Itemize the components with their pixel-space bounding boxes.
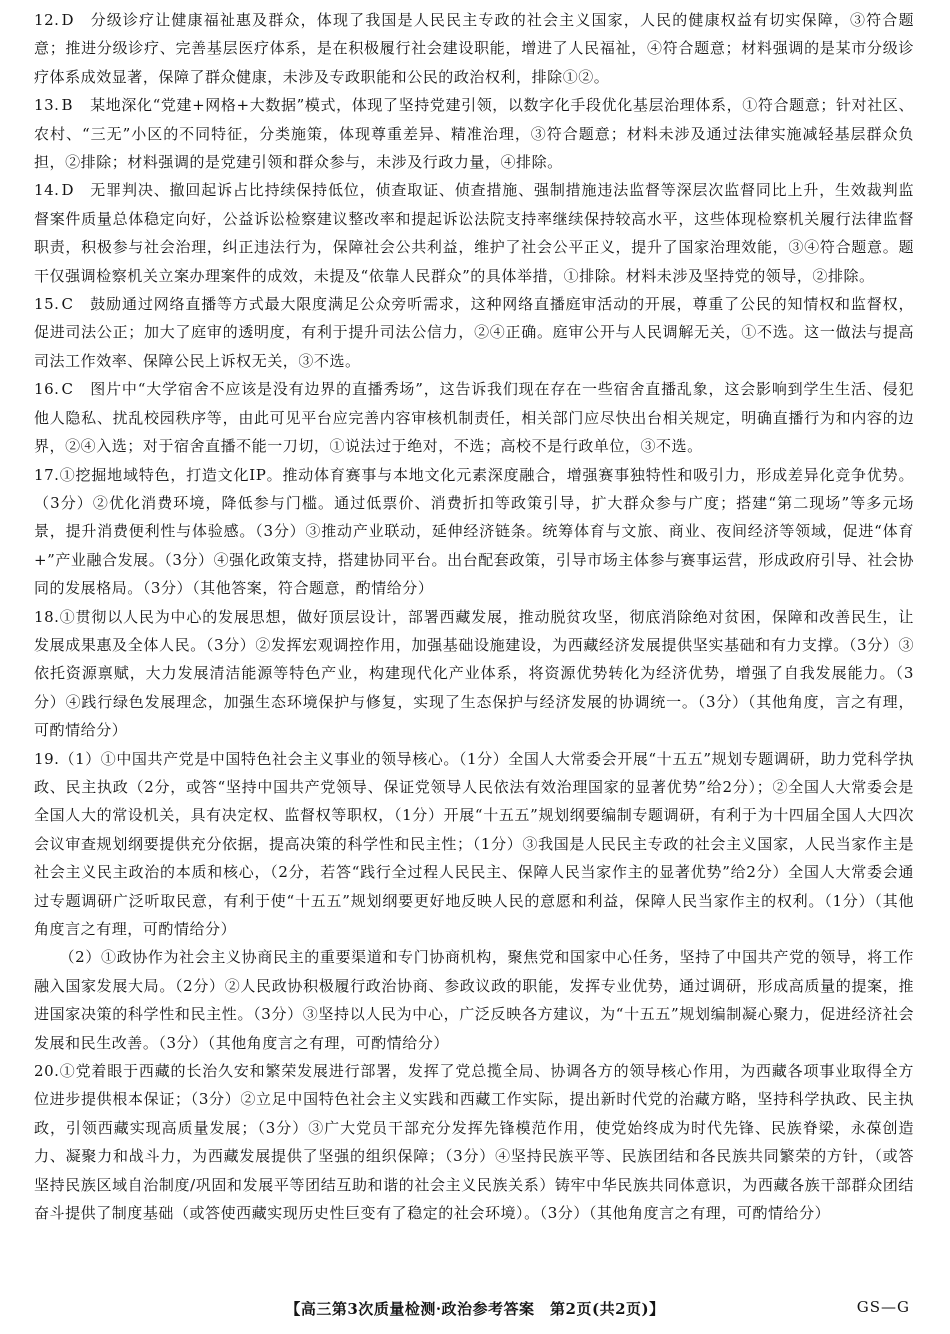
footer-code: GS—G — [856, 1298, 910, 1316]
answer-choice: D — [61, 181, 75, 200]
answer-choice: D — [61, 11, 75, 29]
answer-13 — [34, 91, 914, 176]
answer-19 — [34, 745, 914, 1057]
answer-explanation: 分级诊疗让健康福祉惠及群众，体现了我国是人民民主专政的社会主义国家，人民的健康权益有切实保障，③符合题意；推进分级诊疗、完善基层医疗体系，是在积极履行社会建设职能，增进了人民福祉，④符合题意；材料强调的是某市分级诊疗体系成效显著，保障了群众健康，未涉及专政职能和公民的政治权利，排除①②。 — [34, 11, 914, 86]
answer-number: 16. — [34, 380, 60, 399]
answer-18 — [34, 603, 914, 745]
answer-explanation: ①挖掘地域特色，打造文化IP。推动体育赛事与本地文化元素深度融合，增强赛事独特性和吸引力，形成差异化竞争优势。（3分）②优化消费环境，降低参与门槛。通过低票价、消费折扣等政策引导，扩大群众参与广度；搭建“第二现场”等多元场景，提升消费便利性与体验感。（3分）③推动产业联动，延伸经济链条。统筹体育与文旅、商业、夜间经济等领域，促进“体育+”产业融合发展。（3分）④强化政策支持，搭建协同平台。出台配套政策，引导市场主体参与赛事运营，形成政府引导、社会协同的发展格局。（3分）（其他答案，符合题意，酌情给分） — [34, 465, 914, 598]
answer-14 — [34, 176, 914, 290]
answer-number: 15. — [34, 295, 60, 314]
answer-number: 14. — [34, 181, 60, 200]
answer-choice: C — [61, 295, 74, 314]
answer-explanation: 某地深化“党建+网格+大数据”模式，体现了坚持党建引领，以数字化手段优化基层治理体系，①符合题意；针对社区、农村、“三无”小区的不同特征，分类施策，体现尊重差异、精准治理，③符合题意；材料未涉及通过法律实施减轻基层群众负担，②排除；材料强调的是党建引领和群众参与，未涉及行政力量，④排除。 — [34, 96, 914, 172]
answer-20 — [34, 1057, 914, 1227]
answer-explanation: （1）①中国共产党是中国特色社会主义事业的领导核心。（1分）全国人大常委会开展“十五五”规划专题调研，助力党科学执政、民主执政（2分，或答“坚持中国共产党领导、保证党领导人民依法有效治理国家的显著优势”给2分）；②全国人大常委会是全国人大的常设机关，具有决定权、监督权等职权，（1分）开展“十五五”规划纲要编制专题调研，有利于为十四届全国人大四次会议审查规划纲要提供充分依据，提高决策的科学性和民主性；（1分）③我国是人民民主专政的社会主义国家，人民当家作主是社会主义民主政治的本质和核心，（2分，若答“践行全过程人民民主、保障人民当家作主的显著优势”给2分）全国人大常委会通过专题调研广泛听取民意，有利于使“十五五”规划纲要更好地反映人民的意愿和利益，保障人民当家作主的权利。（1分）（其他角度言之有理，可酌情给分） — [34, 749, 914, 938]
answer-number: 18. — [34, 607, 60, 626]
answer-17 — [34, 461, 914, 603]
answer-number: 12. — [34, 11, 60, 29]
footer-title: 【高三第3次质量检测·政治参考答案 第2页(共2页)】 — [285, 1300, 665, 1318]
answer-explanation: 无罪判决、撤回起诉占比持续保持低位，侦查取证、侦查措施、强制措施违法监督等深层次监督同比上升，生效裁判监督案件质量总体稳定向好，公益诉讼检察建议整改率和提起诉讼法院支持率继续保持较高水平，这些体现检察机关履行法律监督职责，积极参与社会治理，纠正违法行为，保障社会公共利益，维护了社会公平正义，提升了国家治理效能，③④符合题意。题干仅强调检察机关立案办理案件的成效，未提及“依靠人民群众”的具体举措，①排除。材料未涉及坚持党的领导，②排除。 — [34, 181, 914, 285]
answer-choice: C — [61, 380, 74, 399]
answer-number: 20. — [34, 1062, 60, 1081]
answer-19-part-2: （2）①政协作为社会主义协商民主的重要渠道和专门协商机构，聚焦党和国家中心任务，坚持了中国共产党的领导，将工作融入国家发展大局。（2分）②人民政协积极履行政治协商、参政议政的职能，发挥专业优势，通过调研，形成高质量的提案，推进国家决策的科学性和民主性。（3分）③坚持以人民为中心，广泛反映各方建议，为“十五五”规划编制凝心聚力，促进经济社会发展和民生改善。（3分）（其他角度言之有理，可酌情给分） — [34, 948, 914, 1052]
answer-number: 17. — [34, 465, 60, 484]
answer-number: 19. — [34, 749, 60, 768]
page-footer — [0, 1298, 950, 1328]
answer-12 — [34, 6, 914, 91]
answer-number: 13. — [34, 96, 60, 115]
answer-15 — [34, 290, 914, 375]
answer-explanation: ①贯彻以人民为中心的发展思想，做好顶层设计，部署西藏发展，推动脱贫攻坚，彻底消除绝对贫困，保障和改善民生，让发展成果惠及全体人民。（3分）②发挥宏观调控作用，加强基础设施建设，为西藏经济发展提供坚实基础和有力支撑。（3分）③依托资源禀赋，大力发展清洁能源等特色产业，构建现代化产业体系，将资源优势转化为经济优势，增强了自我发展能力。（3分）④践行绿色发展理念，加强生态环境保护与修复，实现了生态保护与经济发展的协调统一。（3分）（其他角度，言之有理，可酌情给分） — [34, 607, 914, 740]
answer-list — [34, 6, 914, 1227]
answer-16 — [34, 375, 914, 460]
answer-explanation: 鼓励通过网络直播等方式最大限度满足公众旁听需求，这种网络直播庭审活动的开展，尊重了公民的知情权和监督权，促进司法公正；加大了庭审的透明度，有利于提升司法公信力，②④正确。庭审公开与人民调解无关，①不选。这一做法与提高司法工作效率、保障公民上诉权无关，③不选。 — [34, 295, 914, 370]
answer-explanation: ①党着眼于西藏的长治久安和繁荣发展进行部署，发挥了党总揽全局、协调各方的领导核心作用，为西藏各项事业取得全方位进步提供根本保证；（3分）②立足中国特色社会主义实践和西藏工作实际，提出新时代党的治藏方略，坚持科学执政、民主执政，引领西藏实现高质量发展；（3分）③广大党员干部充分发挥先锋模范作用，使党始终成为时代先锋、民族脊梁，永葆创造力、凝聚力和战斗力，为西藏发展提供了坚强的组织保障；（3分）④坚持民族平等、民族团结和各民族共同繁荣的方针，（或答坚持民族区域自治制度/巩固和发展平等团结互助和谐的社会主义民族关系）铸牢中华民族共同体意识，为西藏各族干部群众团结奋斗提供了制度基础（或答使西藏实现历史性巨变有了稳定的社会环境）。（3分）（其他角度言之有理，可酌情给分） — [34, 1062, 914, 1223]
answer-choice: B — [61, 96, 74, 115]
answer-explanation: 图片中“大学宿舍不应该是没有边界的直播秀场”，这告诉我们现在存在一些宿舍直播乱象，这会影响到学生生活、侵犯他人隐私、扰乱校园秩序等，由此可见平台应完善内容审核机制责任，相关部门应尽快出台相关规定，明确直播行为和内容的边界，②④入选；对于宿舍直播不能一刀切，①说法过于绝对，不选；高校不是行政单位，③不选。 — [34, 380, 914, 456]
